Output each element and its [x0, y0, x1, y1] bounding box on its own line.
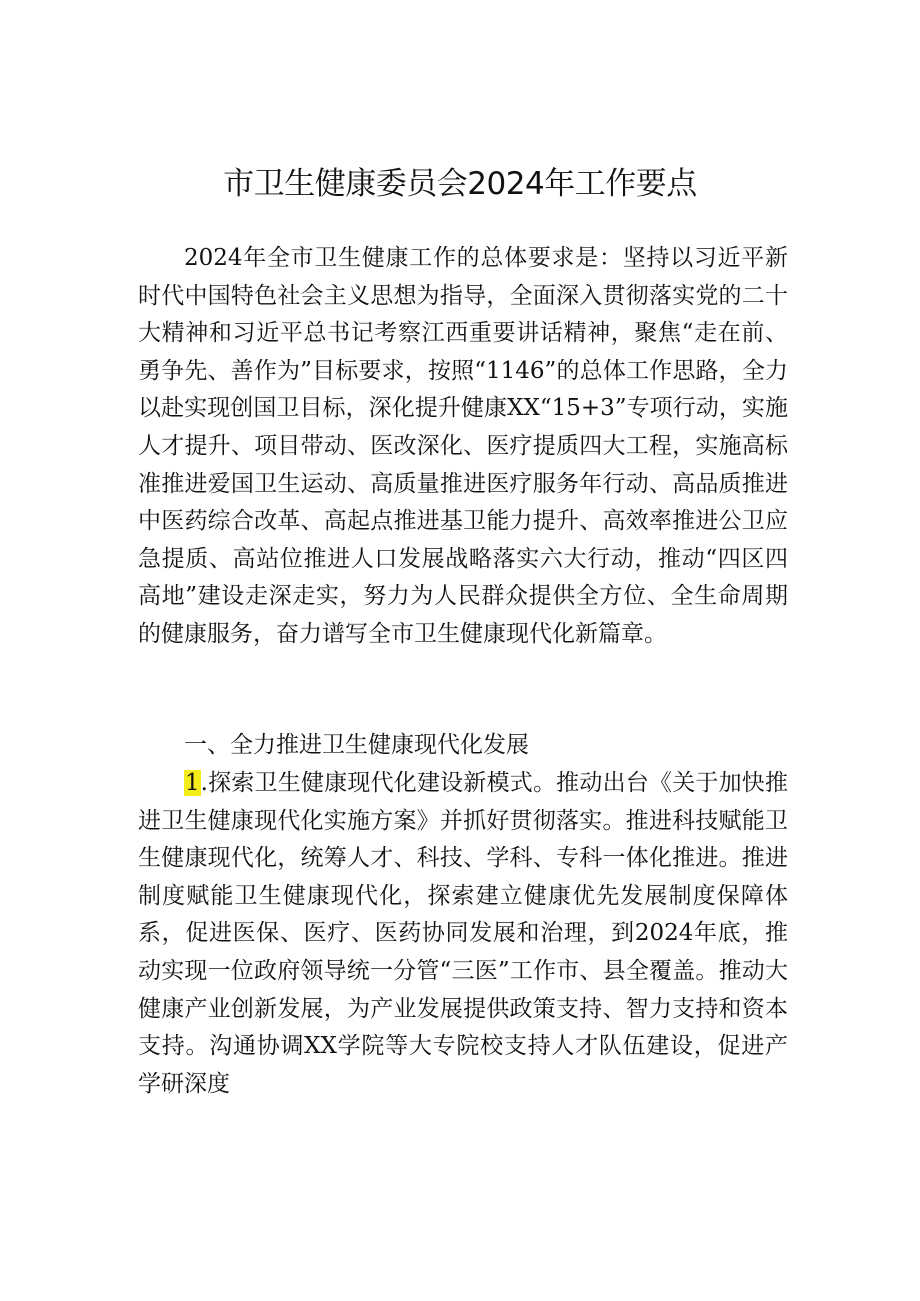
section-heading: 一、全力推进卫生健康现代化发展	[184, 732, 529, 758]
intro-paragraph: 2024年全市卫生健康工作的总体要求是：坚持以习近平新时代中国特色社会主义思想为指导，全面深入贯彻落实党的二十大精神和习近平总书记考察江西重要讲话精神，聚焦“走在前、勇争先、善作为”目标要求，按照“1146”的总体工作思路，全力以赴实现创国卫目标，深化提升健康XX“15+3”专项行动，实施人才提升、项目带动、医改深化、医疗提质四大工程，实施高标准推进爱国卫生运动、高质量推进医疗服务年行动、高品质推进中医药综合改革、高起点推进基卫能力提升、高效率推进公卫应急提质、高站位推进人口发展战略落实六大行动，推动“四区四高地”建设走深走实，努力为人民群众提供全方位、全生命周期的健康服务，奋力谱写全市卫生健康现代化新篇章。	[138, 245, 788, 647]
document-title: 市卫生健康委员会2024年工作要点	[223, 166, 697, 202]
item-paragraph	[138, 765, 788, 1103]
item-paragraph-text: .探索卫生健康现代化建设新模式。推动出台《关于加快推进卫生健康现代化实施方案》并抓好贯彻落实。推进科技赋能卫生健康现代化，统筹人才、科技、学科、专科一体化推进。推进制度赋能卫生健康现代化，探索建立健康优先发展制度保障体系，促进医保、医疗、医药协同发展和治理，到2024年底，推动实现一位政府领导统一分管“三医”工作市、县全覆盖。推动大健康产业创新发展，为产业发展提供政策支持、智力支持和资本支持。沟通协调XX学院等大专院校支持人才队伍建设，促进产学研深度	[138, 770, 788, 1097]
highlighted-item-number: 1	[185, 770, 200, 796]
